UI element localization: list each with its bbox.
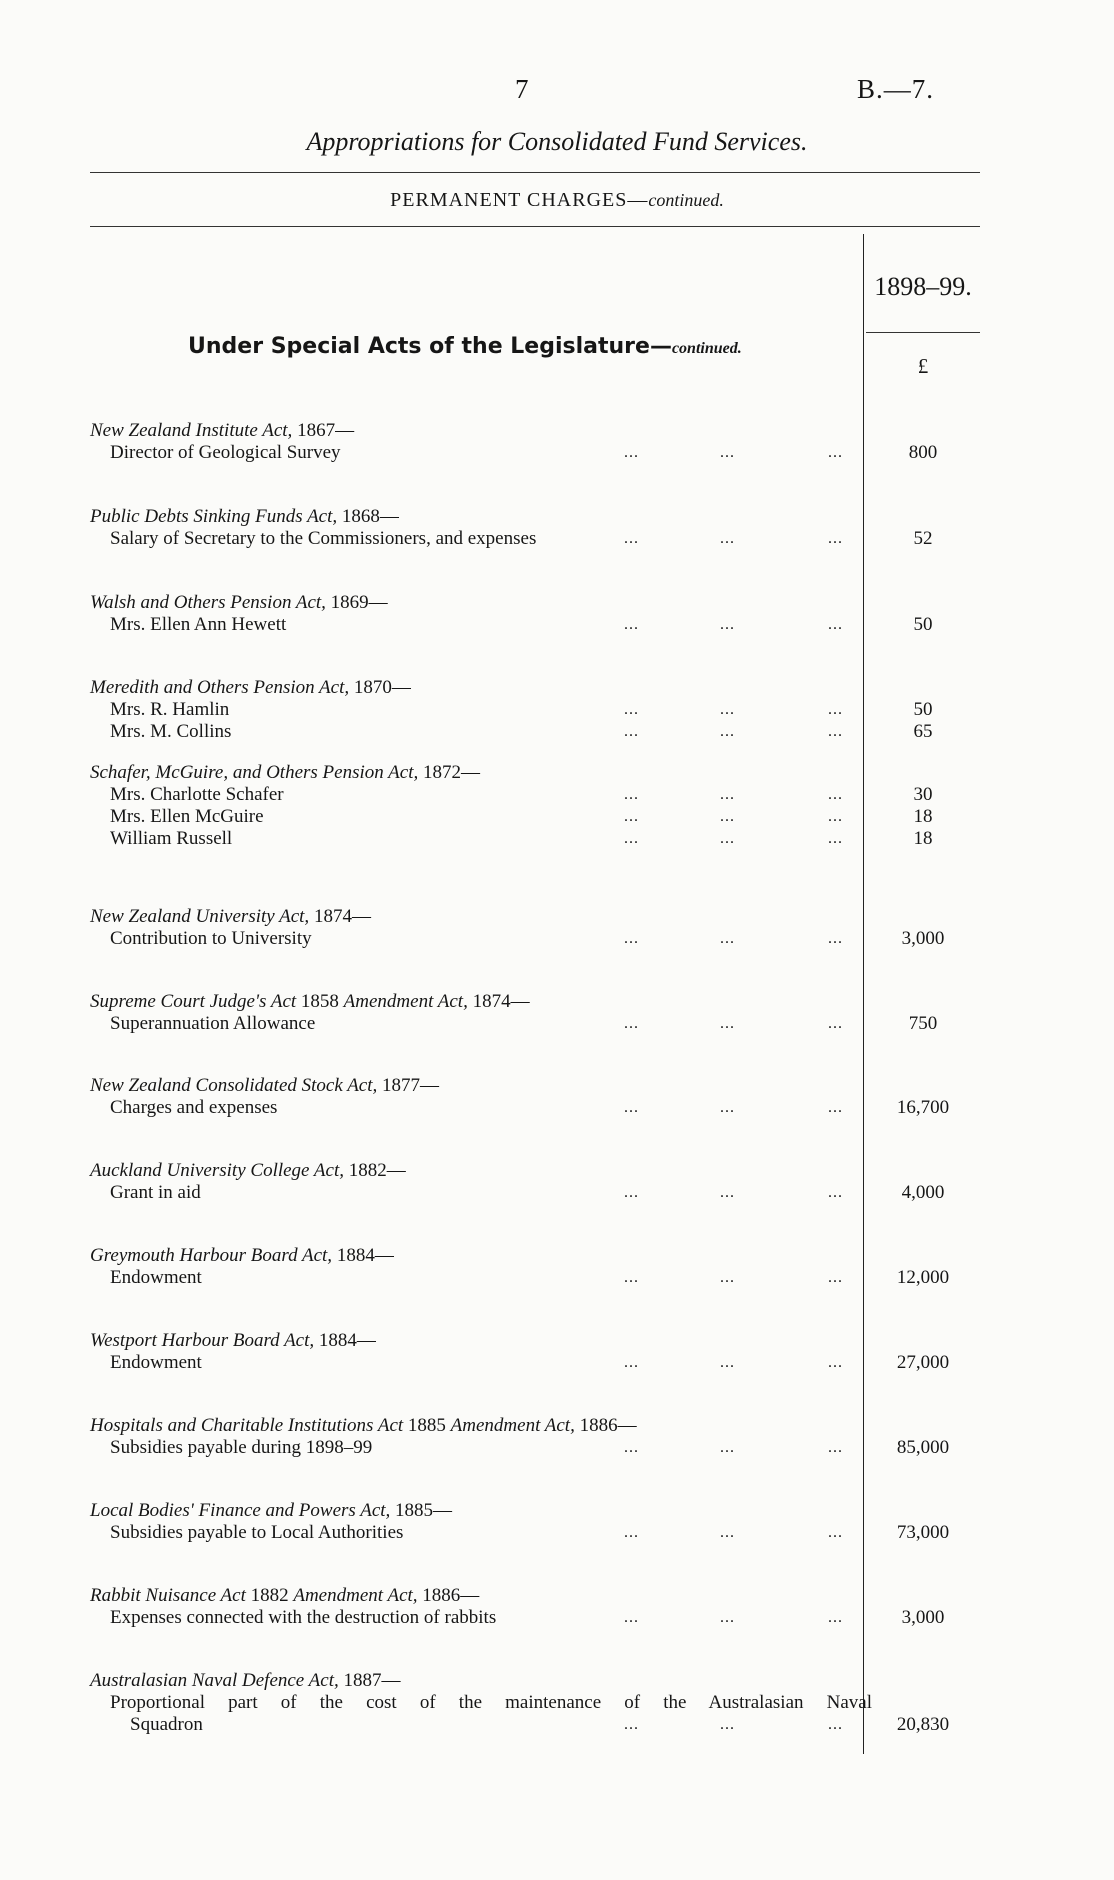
leader-dots: ... <box>828 930 843 947</box>
item-label: Director of Geological Survey <box>110 442 341 463</box>
leader-dots: ... <box>828 1015 843 1032</box>
act-name: Hospitals and Charitable Institutions Act <box>90 1415 404 1436</box>
act-year: 1885 <box>403 1415 451 1436</box>
amount: 12,000 <box>896 1267 950 1288</box>
amount: 65 <box>913 721 933 742</box>
item-label: Salary of Secretary to the Commissioners, and expenses <box>110 528 537 549</box>
leader-dots: ... <box>720 701 735 718</box>
leader-dots: ... <box>720 530 735 547</box>
act-entry <box>90 991 980 1035</box>
item-label: William Russell <box>110 828 233 849</box>
act-entry <box>90 1160 980 1204</box>
leader-dots: ... <box>828 1609 843 1626</box>
act-title <box>90 762 980 784</box>
appropriation-line <box>90 806 980 828</box>
item-label: Expenses connected with the destruction of rabbits <box>110 1607 497 1628</box>
leader-dots: ... <box>720 1099 735 1116</box>
act-title <box>90 1160 980 1182</box>
leader-dots: ... <box>720 444 735 461</box>
item-label: Contribution to University <box>110 928 312 949</box>
act-year: 1870— <box>349 677 411 698</box>
leader-dots: ... <box>828 723 843 740</box>
leader-dots: ... <box>828 701 843 718</box>
act-name: Walsh and Others Pension Act, <box>90 592 326 613</box>
leader-dots: ... <box>828 530 843 547</box>
section-subtitle <box>0 189 1114 212</box>
act-year: 1874— <box>309 906 371 927</box>
act-year: 1886— <box>417 1585 480 1606</box>
appropriation-line <box>90 442 980 464</box>
leader-dots: ... <box>828 1184 843 1201</box>
amount: 73,000 <box>896 1522 950 1543</box>
act-year: 1869— <box>325 592 388 613</box>
item-label-wrapped: Proportional part of the cost of the maintenance of the Australasian Naval <box>110 1692 872 1713</box>
leader-dots: ... <box>720 1269 735 1286</box>
leader-dots: ... <box>624 1524 639 1541</box>
act-entry <box>90 677 980 743</box>
item-label: Mrs. R. Hamlin <box>110 699 230 720</box>
section-heading <box>188 334 742 359</box>
item-label: Endowment <box>110 1352 202 1373</box>
act-title <box>90 1585 980 1607</box>
act-name: Westport Harbour Board Act, <box>90 1330 315 1351</box>
leader-dots: ... <box>624 530 639 547</box>
act-title <box>90 506 980 528</box>
act-year: 1858 <box>296 991 344 1012</box>
act-name: Australasian Naval Defence Act, <box>90 1670 339 1691</box>
act-year: 1885— <box>390 1500 453 1521</box>
act-name: Amendment Act, <box>343 991 468 1012</box>
act-name: Amendment Act, <box>293 1585 418 1606</box>
act-title <box>90 991 980 1013</box>
act-title <box>90 677 980 699</box>
leader-dots: ... <box>828 1354 843 1371</box>
act-title <box>90 906 980 928</box>
leader-dots: ... <box>624 930 639 947</box>
leader-dots: ... <box>828 1099 843 1116</box>
leader-dots: ... <box>624 786 639 803</box>
act-title <box>90 1245 980 1267</box>
leader-dots: ... <box>624 830 639 847</box>
leader-dots: ... <box>624 701 639 718</box>
act-name: Supreme Court Judge's Act <box>90 991 297 1012</box>
leader-dots: ... <box>828 444 843 461</box>
leader-dots: ... <box>624 1439 639 1456</box>
act-year: 1884— <box>332 1245 394 1266</box>
title-rule <box>90 172 980 173</box>
act-name: Meredith and Others Pension Act, <box>90 677 350 698</box>
leader-dots: ... <box>828 786 843 803</box>
leader-dots: ... <box>720 616 735 633</box>
act-name: New Zealand Institute Act, <box>90 420 293 441</box>
item-label: Mrs. Charlotte Schafer <box>110 784 284 805</box>
amount: 16,700 <box>896 1097 950 1118</box>
appropriation-line <box>90 1607 980 1629</box>
act-year: 1882 <box>245 1585 294 1606</box>
act-year: 1867— <box>292 420 355 441</box>
act-entry <box>90 1330 980 1374</box>
act-title <box>90 592 980 614</box>
item-label: Grant in aid <box>110 1182 201 1203</box>
act-entry <box>90 906 980 950</box>
act-entry <box>90 592 980 636</box>
act-title <box>90 1670 980 1692</box>
leader-dots: ... <box>624 1716 639 1733</box>
year-column-header: 1898–99. <box>874 272 972 301</box>
item-label: Squadron <box>130 1714 203 1735</box>
leader-dots: ... <box>624 1609 639 1626</box>
act-name: Public Debts Sinking Funds Act, <box>90 506 338 527</box>
leader-dots: ... <box>828 1524 843 1541</box>
appropriation-line <box>90 1522 980 1544</box>
item-label: Superannuation Allowance <box>110 1013 316 1034</box>
appropriation-line <box>90 721 980 743</box>
act-entry <box>90 1500 980 1544</box>
appropriation-line <box>90 784 980 806</box>
item-label: Charges and expenses <box>110 1097 278 1118</box>
leader-dots: ... <box>624 1269 639 1286</box>
leader-dots: ... <box>720 930 735 947</box>
act-year: 1886— <box>574 1415 637 1436</box>
amount: 52 <box>913 528 933 549</box>
leader-dots: ... <box>720 1184 735 1201</box>
act-year: 1877— <box>377 1075 440 1096</box>
leader-dots: ... <box>624 616 639 633</box>
section-heading-text: Under Special Acts of the Legislature— <box>188 334 672 359</box>
leader-dots: ... <box>720 830 735 847</box>
act-entry <box>90 1670 980 1736</box>
currency-symbol: £ <box>917 354 929 378</box>
act-entry <box>90 1075 980 1119</box>
leader-dots: ... <box>828 1716 843 1733</box>
act-year: 1874— <box>467 991 530 1012</box>
leader-dots: ... <box>624 444 639 461</box>
act-name: Auckland University College Act, <box>90 1160 344 1181</box>
appropriation-line <box>90 828 980 850</box>
act-year: 1882— <box>343 1160 406 1181</box>
appropriation-line <box>90 614 980 636</box>
amount: 27,000 <box>896 1352 950 1373</box>
appropriation-line <box>90 528 980 550</box>
act-entry <box>90 506 980 550</box>
act-title <box>90 1075 980 1097</box>
section-heading-continued: continued. <box>671 340 742 357</box>
leader-dots: ... <box>828 808 843 825</box>
appropriation-line <box>90 1097 980 1119</box>
appropriation-line <box>90 699 980 721</box>
act-name: New Zealand Consolidated Stock Act, <box>90 1075 378 1096</box>
act-year: 1872— <box>418 762 480 783</box>
act-entry <box>90 1245 980 1289</box>
leader-dots: ... <box>828 1269 843 1286</box>
page-title: Appropriations for Consolidated Fund Services. <box>306 127 808 156</box>
act-year: 1868— <box>337 506 399 527</box>
act-name: Rabbit Nuisance Act <box>90 1585 246 1606</box>
act-name: Amendment Act, <box>450 1415 575 1436</box>
leader-dots: ... <box>720 1524 735 1541</box>
amount: 800 <box>908 442 938 463</box>
amount: 20,830 <box>896 1714 950 1735</box>
leader-dots: ... <box>720 808 735 825</box>
act-year: 1884— <box>314 1330 376 1351</box>
act-name: Local Bodies' Finance and Powers Act, <box>90 1500 391 1521</box>
appropriation-line <box>90 1352 980 1374</box>
amount: 18 <box>913 828 933 849</box>
leader-dots: ... <box>624 723 639 740</box>
leader-dots: ... <box>624 1015 639 1032</box>
amount: 3,000 <box>901 1607 945 1628</box>
appropriation-line <box>90 1267 980 1289</box>
appropriation-line <box>90 1437 980 1459</box>
amount: 18 <box>913 806 933 827</box>
subtitle-main: PERMANENT CHARGES— <box>390 189 649 211</box>
amount: 85,000 <box>896 1437 950 1458</box>
subtitle-continued: continued. <box>648 190 724 210</box>
amount: 30 <box>913 784 933 805</box>
act-title <box>90 1500 980 1522</box>
leader-dots: ... <box>720 786 735 803</box>
appropriation-line <box>90 1013 980 1035</box>
act-entry <box>90 420 980 464</box>
act-year: 1887— <box>338 1670 401 1691</box>
leader-dots: ... <box>720 1015 735 1032</box>
leader-dots: ... <box>624 1099 639 1116</box>
act-entry <box>90 762 980 850</box>
act-title <box>90 420 980 442</box>
act-entry <box>90 1415 980 1459</box>
leader-dots: ... <box>828 830 843 847</box>
appropriation-line <box>90 1182 980 1204</box>
year-rule <box>866 332 980 333</box>
amount: 750 <box>908 1013 938 1034</box>
leader-dots: ... <box>828 616 843 633</box>
leader-dots: ... <box>720 723 735 740</box>
leader-dots: ... <box>720 1609 735 1626</box>
subtitle-rule <box>90 226 980 227</box>
act-title <box>90 1330 980 1352</box>
leader-dots: ... <box>720 1354 735 1371</box>
amount: 4,000 <box>901 1182 945 1203</box>
leader-dots: ... <box>624 1184 639 1201</box>
leader-dots: ... <box>828 1439 843 1456</box>
leader-dots: ... <box>720 1439 735 1456</box>
item-label: Mrs. Ellen Ann Hewett <box>110 614 287 635</box>
amount: 50 <box>913 699 933 720</box>
item-label: Mrs. M. Collins <box>110 721 232 742</box>
leader-dots: ... <box>624 1354 639 1371</box>
leader-dots: ... <box>720 1716 735 1733</box>
item-label: Subsidies payable to Local Authorities <box>110 1522 404 1543</box>
item-label: Mrs. Ellen McGuire <box>110 806 264 827</box>
page-number: 7 <box>515 74 529 104</box>
act-entry <box>90 1585 980 1629</box>
act-name: New Zealand University Act, <box>90 906 310 927</box>
leader-dots: ... <box>624 808 639 825</box>
document-reference: B.—7. <box>857 74 935 104</box>
item-label: Subsidies payable during 1898–99 <box>110 1437 373 1458</box>
amount: 3,000 <box>901 928 945 949</box>
appropriation-line <box>90 1714 980 1736</box>
appropriation-line <box>90 928 980 950</box>
item-label: Endowment <box>110 1267 202 1288</box>
act-name: Schafer, McGuire, and Others Pension Act, <box>90 762 419 783</box>
act-title <box>90 1415 980 1437</box>
amount: 50 <box>913 614 933 635</box>
act-name: Greymouth Harbour Board Act, <box>90 1245 333 1266</box>
